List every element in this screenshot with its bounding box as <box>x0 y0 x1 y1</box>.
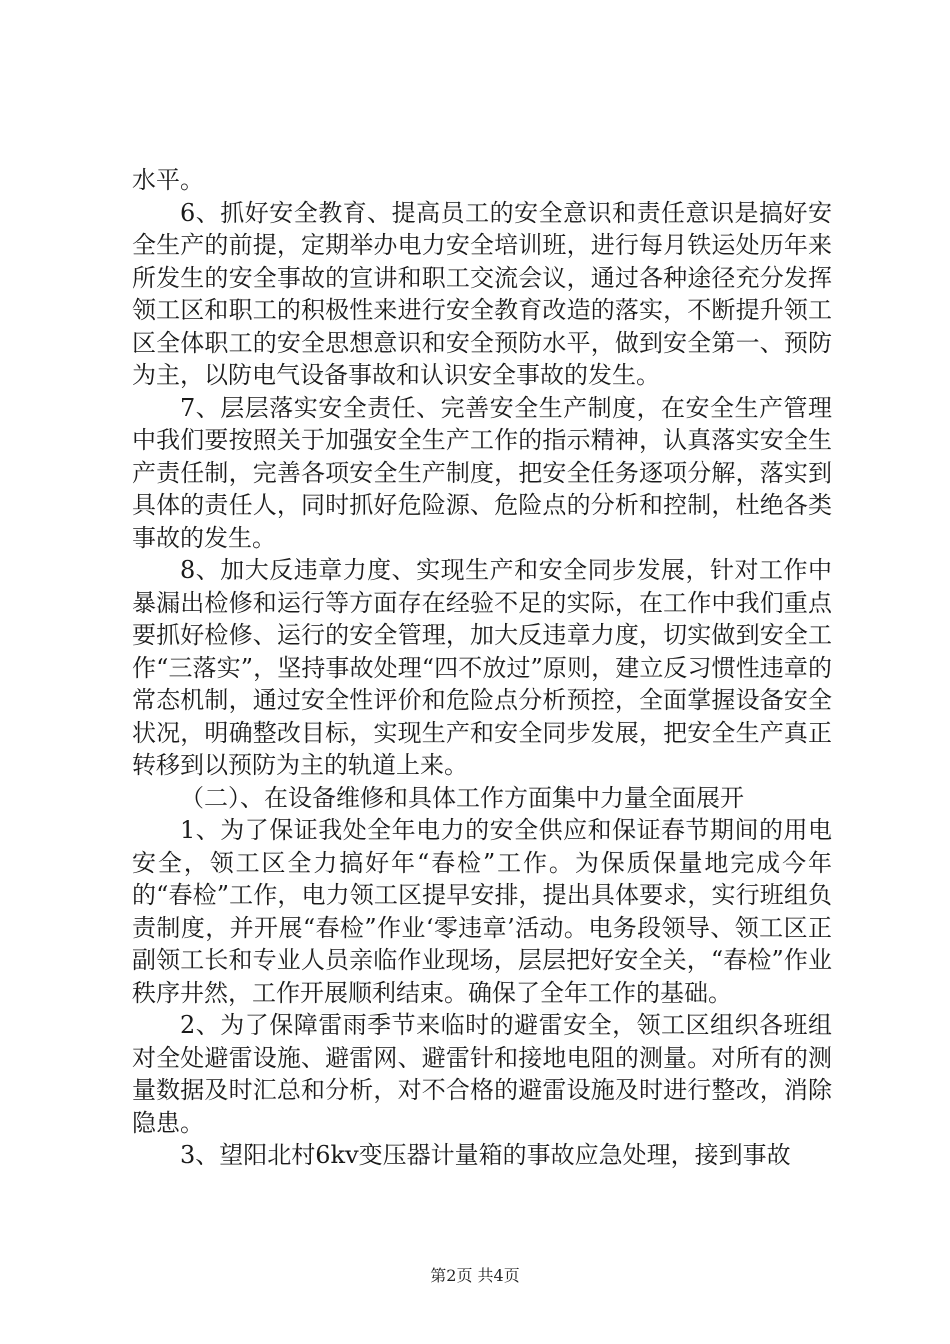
document-body <box>132 164 832 1172</box>
paragraph-item-8: 8、加大反违章力度、实现生产和安全同步发展，针对工作中暴漏出检修和运行等方面存在经验不足的实际，在工作中我们重点要抓好检修、运行的安全管理，加大反违章力度，切实做到安全工作“三落实”，坚持事故处理“四不放过”原则，建立反习惯性违章的常态机制，通过安全性评价和危险点分析预控，全面掌握设备安全状况，明确整改目标，实现生产和安全同步发展，把安全生产真正转移到以预防为主的轨道上来。 <box>132 556 832 779</box>
paragraph-item-2: 2、为了保障雷雨季节来临时的避雷安全，领工区组织各班组对全处避雷设施、避雷网、避雷针和接地电阻的测量。对所有的测量数据及时汇总和分析，对不合格的避雷设施及时进行整改，消除隐患。 <box>132 1011 832 1137</box>
paragraph-item-1: 1、为了保证我处全年电力的安全供应和保证春节期间的用电安全，领工区全力搞好年“春检”工作。为保质保量地完成今年的“春检”工作，电力领工区提早安排，提出具体要求，实行班组负责制度，并开展“春检”作业‘零违章’活动。电务段领导、领工区正副领工长和专业人员亲临作业现场，层层把好安全关，“春检”作业秩序井然，工作开展顺利结束。确保了全年工作的基础。 <box>132 816 832 1007</box>
paragraph-continuation: 水平。 <box>132 166 204 194</box>
paragraph-item-7: 7、层层落实安全责任、完善安全生产制度，在安全生产管理中我们要按照关于加强安全生产工作的指示精神，认真落实安全生产责任制，完善各项安全生产制度，把安全任务逐项分解，落实到具体的责任人，同时抓好危险源、危险点的分析和控制，杜绝各类事故的发生。 <box>132 393 832 552</box>
paragraph-item-3: 3、望阳北村6kv变压器计量箱的事故应急处理，接到事故 <box>180 1141 791 1169</box>
section-heading: （二）、在设备维修和具体工作方面集中力量全面展开 <box>180 783 744 812</box>
page-footer: 第2页 共4页 <box>430 1266 520 1285</box>
paragraph-item-6: 6、抓好安全教育、提高员工的安全意识和责任意识是搞好安全生产的前提，定期举办电力安全培训班，进行每月铁运处历年来所发生的安全事故的宣讲和职工交流会议，通过各种途径充分发挥领工区和职工的积极性来进行安全教育改造的落实，不断提升领工区全体职工的安全思想意识和安全预防水平，做到安全第一、预防为主，以防电气设备事故和认识安全事故的发生。 <box>132 198 832 389</box>
